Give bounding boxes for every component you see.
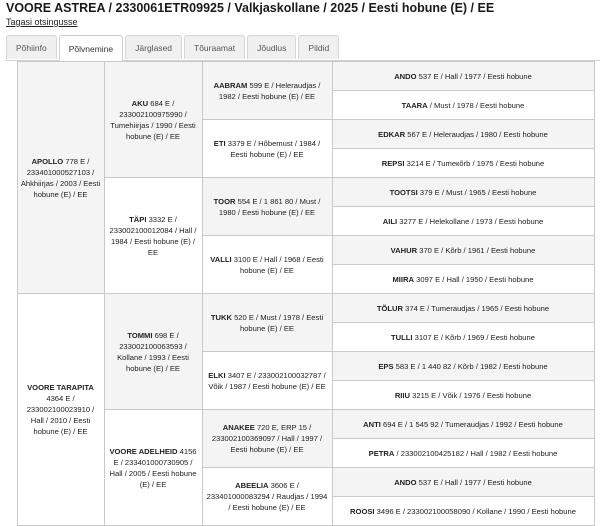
pedigree-gen4-12[interactable]: RIIU 3215 E / Võik / 1976 / Eesti hobune [332,381,594,410]
pedigree-gen3-1[interactable]: AABRAM 599 E / Heleraudjas / 1982 / Eesti hobune (E) / EE [202,62,332,120]
tab-pohiinfo[interactable]: Põhiinfo [6,35,57,59]
pedigree-gen3-6[interactable]: ELKI 3407 E / 233002100032787 / Võik / 1987 / Eesti hobune (E) / EE [202,352,332,410]
pedigree-dam-sire[interactable]: TOMMI 698 E / 233002100063593 / Kollane / 1993 / Eesti hobune (E) / EE [104,294,202,410]
pedigree-gen4-14[interactable]: PETRA / 233002100425182 / Hall / 1982 / Eesti hobune [332,439,594,468]
pedigree-gen4-2[interactable]: TAARA / Must / 1978 / Eesti hobune [332,91,594,120]
pedigree-gen3-5[interactable]: TUKK 520 E / Must / 1978 / Eesti hobune (E) / EE [202,294,332,352]
pedigree-left-margin [6,62,17,526]
pedigree-gen3-8[interactable]: ABEELIA 3606 E / 233401000083294 / Raudjas / 1994 / Eesti hobune (E) / EE [202,468,332,526]
pedigree-gen4-1[interactable]: ANDO 537 E / Hall / 1977 / Eesti hobune [332,62,594,91]
pedigree-gen4-10[interactable]: TULLI 3107 E / Kõrb / 1969 / Eesti hobune [332,323,594,352]
pedigree-gen4-15[interactable]: ANDO 537 E / Hall / 1977 / Eesti hobune [332,468,594,497]
pedigree-dam-dam[interactable]: VOORE ADELHEID 4156 E / 233401000730905 / Hall / 2005 / Eesti hobune (E) / EE [104,410,202,526]
pedigree-gen4-3[interactable]: EDKAR 567 E / Heleraudjas / 1980 / Eesti hobune [332,120,594,149]
pedigree-gen4-13[interactable]: ANTI 694 E / 1 545 92 / Tumeraudjas / 1992 / Eesti hobune [332,410,594,439]
pedigree-sire[interactable]: APOLLO 778 E / 233401000527103 / Ahkhiirjas / 2003 / Eesti hobune (E) / EE [17,62,104,294]
pedigree-gen3-7[interactable]: ANAKEE 720 E, ERP 15 / 233002100369097 / Hall / 1997 / Eesti hobune (E) / EE [202,410,332,468]
pedigree-gen4-8[interactable]: MIIRA 3097 E / Hall / 1950 / Eesti hobune [332,265,594,294]
tab-jarglased[interactable]: Järglased [125,35,182,59]
back-to-search-link[interactable]: Tagasi otsingusse [6,17,78,27]
tab-polvnemine[interactable]: Põlvnemine [59,35,123,61]
pedigree-dam[interactable]: VOORE TARAPITA 4364 E / 233002100023910 / Hall / 2010 / Eesti hobune (E) / EE [17,294,104,526]
tab-touraamat[interactable]: Tõuraamat [184,35,245,59]
pedigree-gen4-6[interactable]: AILI 3277 E / Helekollane / 1973 / Eesti hobune [332,207,594,236]
pedigree-sire-dam[interactable]: TÄPI 3332 E / 233002100012084 / Hall / 1984 / Eesti hobune (E) / EE [104,178,202,294]
pedigree-gen4-7[interactable]: VAHUR 370 E / Kõrb / 1961 / Eesti hobune [332,236,594,265]
pedigree-table [6,61,595,526]
pedigree-gen3-3[interactable]: TOOR 554 E / 1 861 80 / Must / 1980 / Eesti hobune (E) / EE [202,178,332,236]
pedigree-gen4-11[interactable]: EPS 583 E / 1 440 82 / Kõrb / 1982 / Eesti hobune [332,352,594,381]
pedigree-gen4-9[interactable]: TÕLUR 374 E / Tumeraudjas / 1965 / Eesti hobune [332,294,594,323]
page-title: VOORE ASTREA / 2330061ETR09925 / Valkjaskollane / 2025 / Eesti hobune (E) / EE [6,1,495,15]
pedigree-gen4-4[interactable]: REPSI 3214 E / Tumeкõrb / 1975 / Eesti hobune [332,149,594,178]
pedigree-gen4-16[interactable]: ROOSI 3496 E / 233002100058090 / Kollane / 1990 / Eesti hobune [332,497,594,526]
pedigree-gen4-5[interactable]: TOOTSI 379 E / Must / 1965 / Eesti hobune [332,178,594,207]
pedigree-sire-sire[interactable]: AKU 684 E / 233002100975990 / Tumehiirjas / 1990 / Eesti hobune (E) / EE [104,62,202,178]
tab-joudlus[interactable]: Jõudlus [247,35,296,59]
pedigree-gen3-4[interactable]: VALLI 3100 E / Hall / 1968 / Eesti hobune (E) / EE [202,236,332,294]
pedigree-gen3-2[interactable]: ETI 3379 E / Hõbemust / 1984 / Eesti hobune (E) / EE [202,120,332,178]
tab-pildid[interactable]: Pildid [298,35,339,59]
tab-bar [6,35,600,61]
